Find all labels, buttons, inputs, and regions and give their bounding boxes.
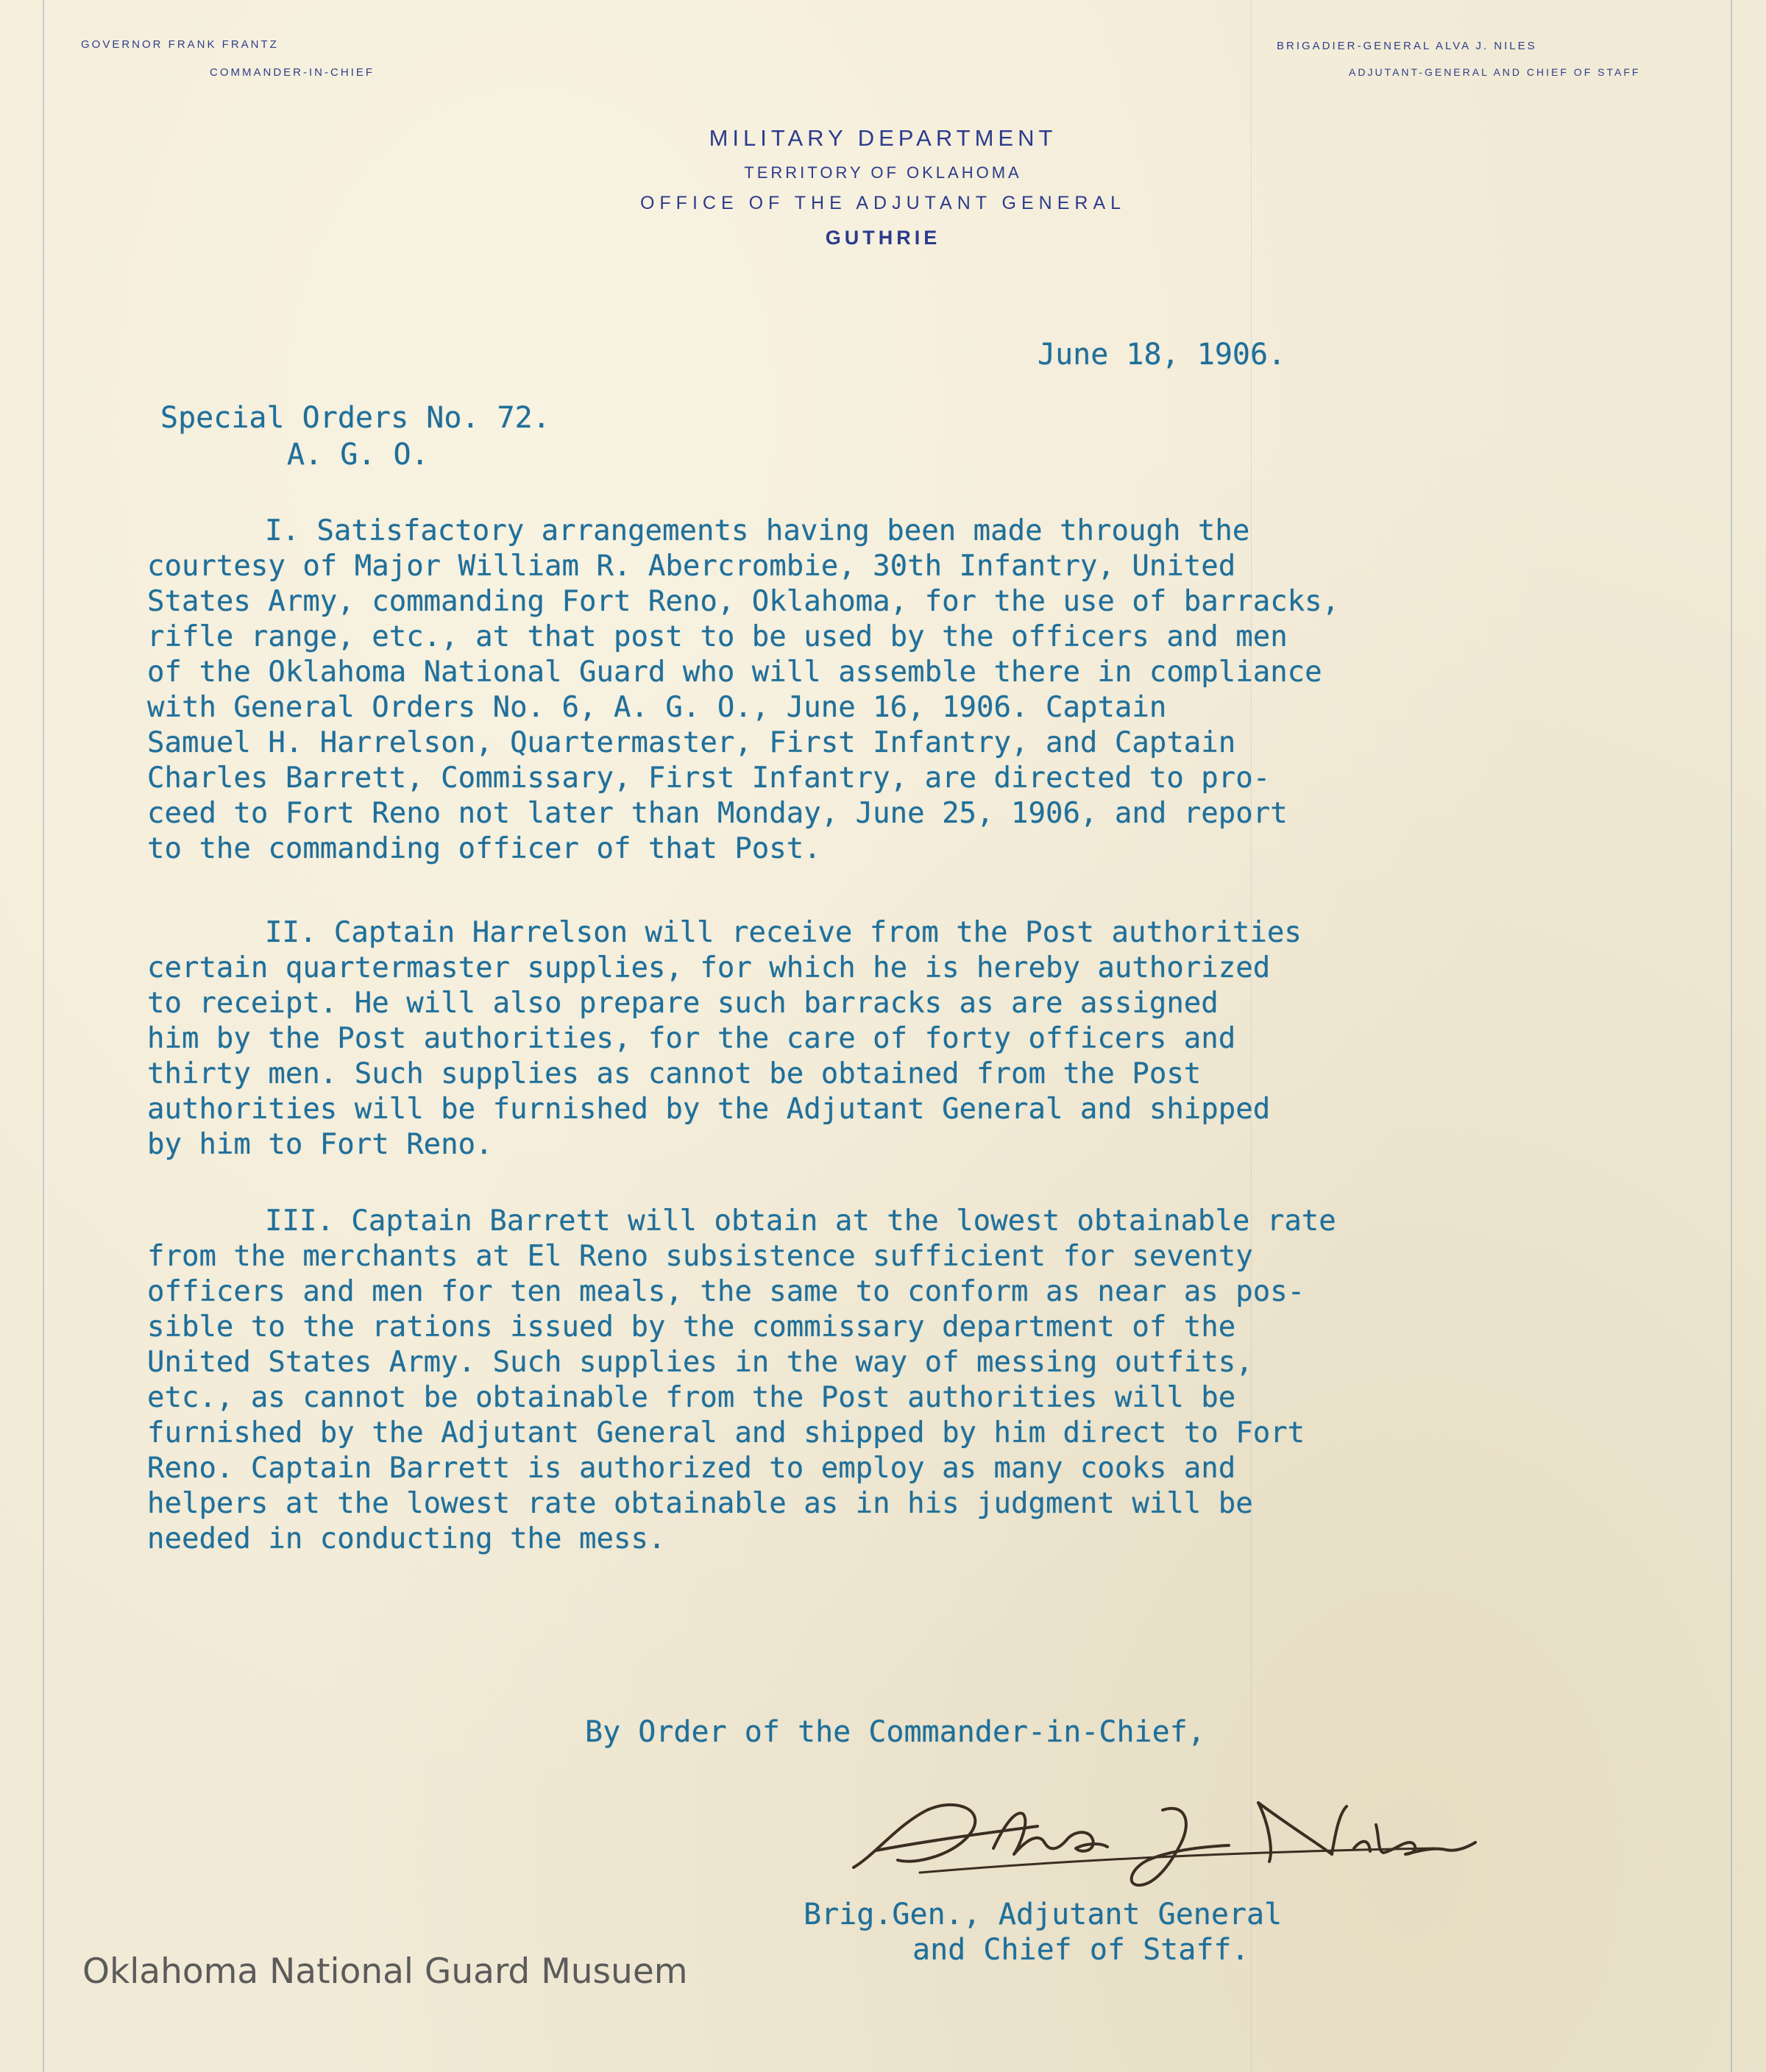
paragraph-line: thirty men. Such supplies as cannot be obtained from the Post — [147, 1057, 1202, 1090]
paragraph-line: I. Satisfactory arrangements having been made through the — [265, 514, 1250, 547]
signer-rank-line-1: Brig.Gen., Adjutant General — [804, 1898, 1283, 1931]
paragraph-line: etc., as cannot be obtainable from the Post authorities will be — [147, 1381, 1236, 1414]
paragraph-line: United States Army. Such supplies in the way of messing outfits, — [147, 1346, 1253, 1379]
letterhead-territory: TERRITORY OF OKLAHOMA — [744, 163, 1022, 182]
margin-rule-left — [43, 0, 44, 2072]
paragraph-2 — [147, 918, 1656, 1166]
letterhead-city: GUTHRIE — [825, 227, 941, 249]
letterhead-governor-title: COMMANDER-IN-CHIEF — [210, 66, 375, 79]
paragraph-line: from the merchants at El Reno subsistence sufficient for seventy — [147, 1240, 1253, 1273]
paragraph-3 — [147, 1204, 1656, 1560]
paragraph-line: by him to Fort Reno. — [147, 1128, 493, 1161]
paragraph-line: courtesy of Major William R. Abercrombie, 30th Infantry, United — [147, 550, 1236, 583]
paragraph-line: helpers at the lowest rate obtainable as in his judgment will be — [147, 1487, 1253, 1520]
paragraph-line: of the Oklahoma National Guard who will assemble there in compliance — [147, 656, 1322, 689]
margin-rule-right — [1731, 0, 1732, 2072]
paragraph-line: certain quartermaster supplies, for which he is hereby authorized — [147, 951, 1271, 984]
paragraph-line: rifle range, etc., at that post to be used by the officers and men — [147, 620, 1288, 653]
letterhead-department: MILITARY DEPARTMENT — [709, 125, 1057, 151]
paragraph-line: with General Orders No. 6, A. G. O., June 16, 1906. Captain — [147, 691, 1167, 724]
paragraph-1 — [147, 514, 1656, 870]
paragraph-line: ceed to Fort Reno not later than Monday, June 25, 1906, and report — [147, 797, 1288, 830]
paragraph-line: II. Captain Harrelson will receive from the Post authorities — [265, 916, 1302, 949]
paragraph-line: authorities will be furnished by the Adjutant General and shipped — [147, 1093, 1271, 1126]
paragraph-line: III. Captain Barrett will obtain at the lowest obtainable rate — [265, 1204, 1336, 1238]
paragraph-line: Reno. Captain Barrett is authorized to employ as many cooks and — [147, 1452, 1236, 1485]
paragraph-line: furnished by the Adjutant General and shipped by him direct to Fort — [147, 1416, 1305, 1450]
letterhead-office: OFFICE OF THE ADJUTANT GENERAL — [639, 193, 1127, 213]
museum-watermark: Oklahoma National Guard Musuem — [82, 1951, 688, 1992]
paragraph-line: States Army, commanding Fort Reno, Oklahoma, for the use of barracks, — [147, 585, 1340, 618]
paragraph-line: needed in conducting the mess. — [147, 1522, 666, 1555]
signer-rank-line-2: and Chief of Staff. — [912, 1933, 1249, 1967]
paragraph-line: sible to the rations issued by the commissary department of the — [147, 1310, 1236, 1344]
closing-line: By Order of the Commander-in-Chief, — [585, 1715, 1205, 1749]
paragraph-line: to the commanding officer of that Post. — [147, 832, 821, 865]
letterhead-brigadier: BRIGADIER-GENERAL ALVA J. NILES — [1277, 40, 1537, 52]
paragraph-line: officers and men for ten meals, the same to conform as near as pos- — [147, 1275, 1305, 1308]
paragraph-line: Samuel H. Harrelson, Quartermaster, First Infantry, and Captain — [147, 726, 1236, 759]
paragraph-line: to receipt. He will also prepare such barracks as are assigned — [147, 987, 1219, 1020]
order-subtitle: A. G. O. — [287, 438, 429, 472]
paragraph-line: him by the Post authorities, for the care of forty officers and — [147, 1022, 1236, 1055]
order-title: Special Orders No. 72. — [160, 401, 550, 435]
letter-date: June 18, 1906. — [1038, 338, 1286, 372]
letterhead-brigadier-title: ADJUTANT-GENERAL AND CHIEF OF STAFF — [1349, 66, 1641, 78]
handwritten-signature — [846, 1781, 1479, 1891]
paragraph-line: Charles Barrett, Commissary, First Infantry, are directed to pro- — [147, 762, 1271, 795]
letterhead-governor: GOVERNOR FRANK FRANTZ — [81, 38, 279, 51]
